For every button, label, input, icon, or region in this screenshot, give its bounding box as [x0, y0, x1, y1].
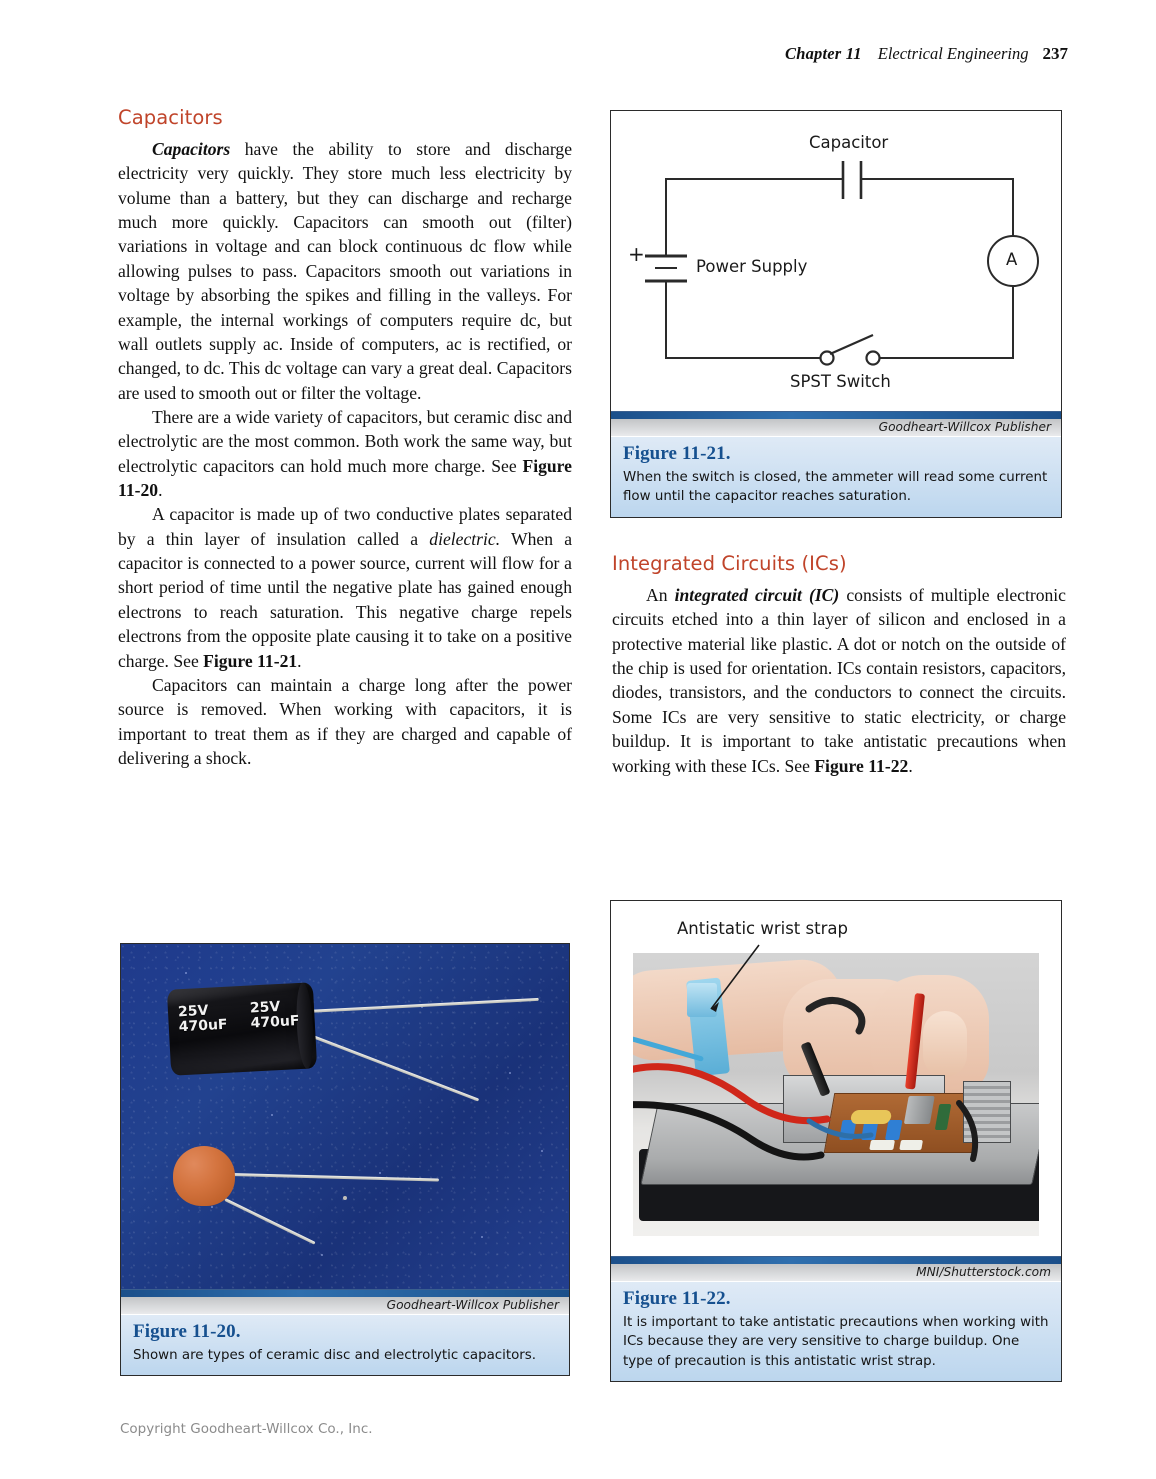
- paragraph-ic-intro: [612, 583, 1066, 778]
- antistatic-wrist-strap-callout: Antistatic wrist strap: [677, 919, 848, 938]
- footer-copyright: Copyright Goodheart-Willcox Co., Inc.: [120, 1421, 373, 1437]
- running-head: [785, 44, 1068, 64]
- spst-switch-label: SPST Switch: [790, 372, 891, 391]
- ammeter-label: A: [1006, 250, 1018, 269]
- ic-paragraph-rest: consists of multiple electronic circuits etched into a thin layer of silicon and enclosed in a protective material like plastic. A dot or notch on the outside of the chip is used for orientation. ICs contain resistors, capacitors, diodes, transistors, and the conductors to connect the circuits. Some ICs are very sensitive to static electricity, or charge buildup. It is important to take antistatic precautions when working with these ICs. See: [612, 585, 1066, 776]
- figure-11-20-caption: [121, 1289, 569, 1375]
- figure-11-21: [610, 110, 1062, 518]
- spst-switch-symbol: [821, 335, 880, 365]
- paragraph-capacitor-construction: [118, 502, 572, 673]
- right-text-column: [612, 552, 1066, 778]
- plus-sign-label: +: [628, 242, 645, 266]
- capacitor-rating-right: 25V 470uF: [249, 998, 300, 1032]
- electrolytic-capacitor: [167, 982, 317, 1076]
- figure-11-20-text: Shown are types of ceramic disc and electrolytic capacitors.: [133, 1348, 537, 1363]
- running-head-chapter: Chapter 11: [785, 44, 862, 63]
- figure-11-21-title: Figure 11-21.: [623, 443, 731, 464]
- section-heading-capacitors: Capacitors: [118, 106, 223, 129]
- figure-11-21-diagram: [611, 111, 1061, 411]
- ceramic-disc-capacitor: [173, 1146, 235, 1206]
- period-1: .: [158, 480, 163, 501]
- figure-11-22-caption: [611, 1256, 1061, 1381]
- figure-11-21-caption-body: [611, 437, 1061, 517]
- paragraph-2-text: There are a wide variety of capacitors, but ceramic disc and electrolytic are the most common. Both work the same way, but electrolytic capacitors can hold much more charge. See: [118, 406, 572, 476]
- figure-11-22: [610, 900, 1062, 1382]
- term-dielectric: dielectric.: [429, 528, 501, 549]
- figure-11-22-text: It is important to take antistatic precautions when working with ICs because they are very sensitive to charge buildup. One type of precaution is this antistatic wrist strap.: [623, 1315, 1049, 1369]
- figure-reference-11-22: Figure 11-22: [814, 755, 909, 776]
- term-capacitors: Capacitors: [152, 139, 231, 159]
- black-test-lead-cable: [633, 1105, 821, 1157]
- battery-symbol: [645, 256, 687, 281]
- period-3: .: [908, 755, 913, 776]
- paragraph-3-text: A capacitor is made up of two conductive plates separated by a thin layer of insulation called a: [118, 504, 572, 549]
- figure-11-22-credit: MNI/Shutterstock.com: [611, 1264, 1061, 1282]
- caption-top-bar: [611, 1257, 1061, 1264]
- disc-capacitor-lead-1: [229, 1173, 439, 1181]
- caption-top-bar: [611, 412, 1061, 419]
- paragraph-3-rest: When a capacitor is connected to a power source, current will flow for a short period of time until the negative plate has gained enough electrons to reach saturation. This negative charge repels electrons from the opposite plate causing it to take on a positive charge. See: [118, 528, 573, 671]
- figure-11-22-title: Figure 11-22.: [623, 1288, 731, 1309]
- figure-11-22-photo: [611, 901, 1061, 1256]
- disc-capacitor-lead-2: [224, 1198, 315, 1245]
- figure-11-20-photo: [121, 944, 569, 1289]
- figure-11-20-credit: Goodheart-Willcox Publisher: [121, 1297, 569, 1315]
- caption-top-bar: [121, 1290, 569, 1297]
- power-supply-label: Power Supply: [696, 257, 808, 276]
- cables-svg: [633, 953, 1039, 1236]
- left-text-column: [118, 106, 572, 770]
- circuit-diagram-svg: [611, 111, 1061, 411]
- page-number: 237: [1042, 44, 1068, 63]
- paragraph-capacitors-intro: [118, 137, 572, 405]
- paragraph-4-text: Capacitors can maintain a charge long after the power source is removed. When working with capacitors, it is important to treat them as if they are charged and capable of delivering a shock.: [118, 674, 572, 768]
- capacitor-label: Capacitor: [809, 133, 889, 152]
- capacitors-photograph: [121, 944, 569, 1289]
- term-integrated-circuit: integrated circuit (IC): [674, 585, 840, 605]
- panel-harness-cable: [959, 1103, 975, 1159]
- capacitor-rating-left: 25V 470uF: [177, 1002, 228, 1036]
- ic-paragraph-start: An: [646, 585, 675, 605]
- figure-11-22-caption-body: [611, 1282, 1061, 1381]
- paragraph-1-text: have the ability to store and discharge electricity very quickly. They store much less electricity by volume than a battery, but they can discharge and recharge much more quickly. Capacitors can smooth out (filter) variations in voltage and can block continuous dc flow while allowing pulses to pass. Capacitors smooth out variations in voltage by absorbing the spikes and filling in the valleys. For example, the internal workings of computers require dc, but wall outlets supply ac. Inside of computers, ac is rectified, or changed, to dc. This dc voltage can vary a great deal. Capacitors are used to smooth out or filter the voltage.: [118, 139, 572, 403]
- figure-11-20: [120, 943, 570, 1376]
- red-test-lead-cable: [633, 1067, 827, 1121]
- figure-11-21-caption: [611, 411, 1061, 517]
- figure-reference-11-20: Figure 11-20: [118, 455, 572, 501]
- section-heading-integrated-circuits: Integrated Circuits (ICs): [612, 552, 847, 575]
- period-2: .: [297, 650, 302, 671]
- figure-reference-11-21: Figure 11-21: [203, 650, 298, 671]
- figure-11-21-text: When the switch is closed, the ammeter will read some current flow until the capacitor reaches saturation.: [623, 470, 1048, 505]
- figure-11-21-credit: Goodheart-Willcox Publisher: [611, 419, 1061, 437]
- running-head-subject: Electrical Engineering: [877, 44, 1029, 63]
- figure-11-20-title: Figure 11-20.: [133, 1321, 241, 1342]
- paragraph-charge-warning: [118, 673, 572, 770]
- capacitor-lead-2: [304, 1032, 479, 1101]
- ic-repair-scene: [633, 953, 1039, 1236]
- capacitor-lead-1: [307, 998, 539, 1013]
- figure-11-20-caption-body: [121, 1315, 569, 1375]
- capacitor-symbol: [843, 161, 861, 199]
- paragraph-capacitor-types: [118, 405, 572, 502]
